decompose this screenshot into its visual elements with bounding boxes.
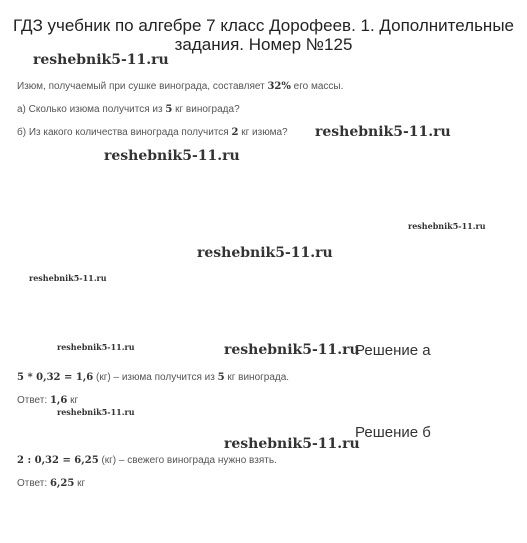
watermark: reshebnik5-11.ru bbox=[29, 273, 107, 283]
watermark: reshebnik5-11.ru bbox=[224, 436, 360, 452]
solution-b-heading: Решение б bbox=[355, 424, 431, 441]
title-line-1: ГДЗ учебник по алгебре 7 класс Дорофеев. 1. Дополнительные bbox=[12, 16, 514, 35]
watermark: reshebnik5-11.ru bbox=[104, 148, 240, 164]
question-b: б) Из какого количества винограда получится 2 кг изюма? bbox=[17, 127, 288, 138]
page-title bbox=[10, 16, 517, 54]
solution-a-line: 5 * 0,32 = 1,6 (кг) – изюма получится из 5 кг винограда. bbox=[17, 372, 290, 383]
solution-a-heading: Решение а bbox=[355, 342, 431, 359]
question-a: а) Сколько изюма получится из 5 кг винограда? bbox=[17, 104, 240, 115]
title-line-2: задания. Номер №125 bbox=[174, 35, 353, 54]
watermark: reshebnik5-11.ru bbox=[57, 407, 135, 417]
watermark: reshebnik5-11.ru bbox=[33, 52, 169, 68]
solution-b-line: 2 : 0,32 = 6,25 (кг) – свежего винограда нужно взять. bbox=[17, 455, 277, 466]
watermark: reshebnik5-11.ru bbox=[408, 221, 486, 231]
watermark: reshebnik5-11.ru bbox=[197, 245, 333, 261]
solution-b-answer: Ответ: 6,25 кг bbox=[17, 478, 86, 489]
watermark: reshebnik5-11.ru bbox=[57, 342, 135, 352]
watermark: reshebnik5-11.ru bbox=[224, 342, 360, 358]
watermark: reshebnik5-11.ru bbox=[315, 124, 451, 140]
solution-a-answer: Ответ: 1,6 кг bbox=[17, 395, 79, 406]
problem-intro: Изюм, получаемый при сушке винограда, составляет 32% его массы. bbox=[17, 81, 344, 92]
